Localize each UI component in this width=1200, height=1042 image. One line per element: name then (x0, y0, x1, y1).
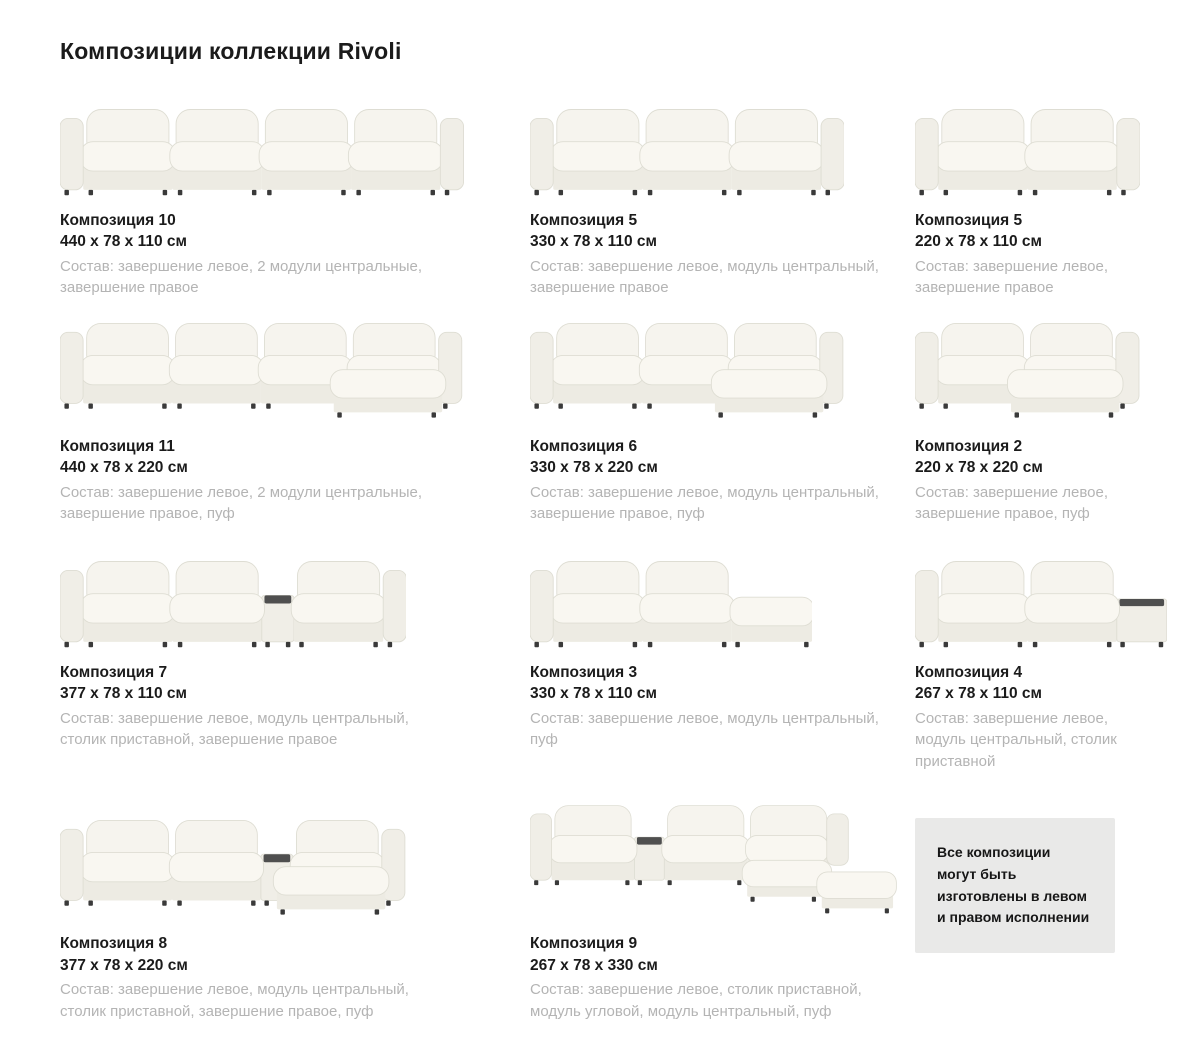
sofa-image (530, 97, 844, 197)
composition-name: Композиция 8 (60, 935, 168, 953)
composition-name: Композиция 5 (915, 212, 1023, 229)
composition-card (530, 93, 915, 299)
composition-desc: Состав: завершение левое, модуль центральный, пуф (530, 709, 879, 749)
composition-dims: 330 x 78 x 110 см (530, 233, 657, 251)
composition-desc: Состав: завершение левое, модуль центральный, столик приставной (915, 709, 1117, 770)
composition-card (915, 545, 1200, 773)
composition-dims: 220 x 78 x 220 см (915, 459, 1043, 477)
note-text: Все композиции могут быть изготовлены в левом и правом исполнении (937, 844, 1090, 926)
composition-card (60, 545, 530, 773)
composition-name: Композиция 6 (530, 437, 638, 455)
composition-dims: 267 x 78 x 330 см (530, 956, 658, 974)
composition-name: Композиция 5 (530, 212, 638, 229)
composition-desc: Состав: завершение левое, 2 модули центральные, завершение правое, пуф (60, 483, 422, 523)
composition-desc: Состав: завершение левое, завершение правое, пуф (915, 483, 1109, 523)
sofa-image (530, 549, 812, 649)
composition-name: Композиция 11 (60, 437, 175, 455)
sofa-image (60, 549, 406, 649)
composition-dims: 267 x 78 x 110 см (915, 685, 1042, 703)
composition-card (60, 319, 530, 525)
composition-desc: Состав: завершение левое, модуль центральный, столик приставной, завершение правое, пуф (60, 981, 409, 1020)
sofa-image (915, 97, 1140, 197)
note-cell (915, 792, 1200, 1022)
composition-card (530, 545, 915, 773)
composition-card (60, 792, 530, 1022)
sofa-image (530, 794, 898, 920)
sofa-image (915, 549, 1167, 649)
composition-card (530, 319, 915, 525)
composition-dims: 330 x 78 x 220 см (530, 459, 658, 477)
page-title: Композиции коллекции Rivoli (60, 38, 402, 64)
composition-dims: 440 x 78 x 220 см (60, 459, 188, 477)
composition-card (915, 319, 1200, 525)
composition-desc: Состав: завершение левое, столик приставной, модуль угловой, модуль центральный, пуф (530, 981, 862, 1020)
composition-name: Композиция 9 (530, 935, 638, 953)
composition-card (530, 792, 915, 1022)
composition-dims: 440 x 78 x 110 см (60, 233, 187, 251)
composition-dims: 377 x 78 x 220 см (60, 956, 188, 974)
composition-name: Композиция 4 (915, 663, 1023, 681)
composition-card (60, 93, 530, 299)
sofa-image (915, 311, 1162, 423)
composition-dims: 377 x 78 x 110 см (60, 685, 187, 703)
composition-name: Композиция 10 (60, 212, 176, 229)
sofa-image (60, 808, 428, 920)
sofa-image (530, 311, 866, 423)
composition-name: Композиция 3 (530, 663, 638, 681)
composition-desc: Состав: завершение левое, завершение правое (915, 257, 1109, 297)
sofa-image (60, 97, 464, 197)
composition-dims: 220 x 78 x 110 см (915, 233, 1042, 251)
composition-dims: 330 x 78 x 110 см (530, 685, 657, 703)
composition-name: Композиция 2 (915, 437, 1023, 455)
composition-name: Композиция 7 (60, 663, 168, 681)
note-box (915, 818, 1115, 953)
composition-desc: Состав: завершение левое, модуль центральный, столик приставной, завершение правое (60, 709, 409, 749)
composition-desc: Состав: завершение левое, модуль центральный, завершение правое, пуф (530, 483, 879, 523)
composition-desc: Состав: завершение левое, 2 модули центральные, завершение правое (60, 257, 422, 297)
sofa-image (60, 311, 485, 423)
composition-desc: Состав: завершение левое, модуль центральный, завершение правое (530, 257, 879, 297)
composition-card (915, 93, 1200, 299)
